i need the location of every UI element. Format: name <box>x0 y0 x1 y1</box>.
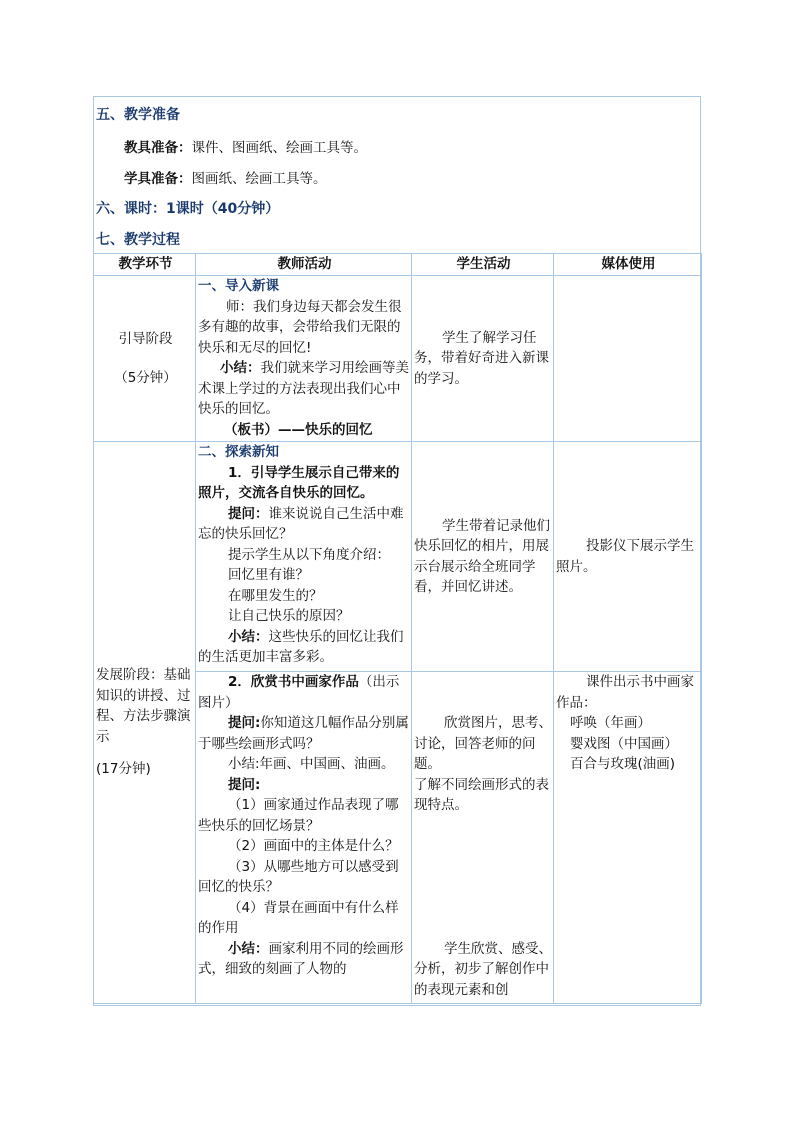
summary-text: 画家利用不同的绘画形式，细致的刻画了人物的 <box>198 940 404 977</box>
summary: 小结:年画、中国画、油画。 <box>228 756 395 772</box>
question-label: 提问: <box>228 715 261 731</box>
section-6-title: 六、课时：1课时（40分钟） <box>96 201 280 217</box>
step-1: 1．引导学生展示自己带来的照片，交流各自快乐的回忆。 <box>198 464 400 501</box>
student-prep-text: 图画纸、绘画工具等。 <box>191 171 327 187</box>
student-cell <box>412 276 554 442</box>
stage-time: （5分钟） <box>114 369 177 386</box>
header-stage: 教学环节 <box>94 254 196 276</box>
student-text: 学生欣赏、感受、分析，初步了解创作中的表现元素和创 <box>414 940 552 998</box>
teacher-heading: 二、探索新知 <box>198 444 279 460</box>
student-text: 了解不同绘画形式的表现特点。 <box>414 776 549 813</box>
stage-name: 引导阶段 <box>118 331 173 347</box>
summary-label: 小结： <box>228 940 269 957</box>
board-text: （板书）——快乐的回忆 <box>224 421 373 438</box>
hint-item: 回忆里有谁？ <box>228 567 309 583</box>
media-intro: 课件出示书中画家作品： <box>556 674 694 711</box>
stage-name: 发展阶段：基础知识的讲授、过程、方法步骤演示 <box>96 667 191 745</box>
media-work: 百合与玫瑰(油画) <box>570 756 676 772</box>
step-2-label: 2．欣赏书中画家作品 <box>228 674 359 690</box>
media-cell <box>554 442 702 672</box>
teacher-summary <box>198 358 411 420</box>
question-text: 你知道这几幅作品分别属于哪些绘画形式吗？ <box>198 715 409 752</box>
table-row <box>94 276 702 442</box>
media-cell <box>554 672 702 1004</box>
question <box>198 504 411 545</box>
hint-item: 在哪里发生的？ <box>228 587 323 604</box>
question-item: （4）背景在画面中有什么样的作用 <box>198 899 399 936</box>
hint-item: 让自己快乐的原因？ <box>228 608 350 624</box>
teacher-prep-label: 教具准备： <box>124 140 192 156</box>
question-item: （1）画家通过作品表现了哪些快乐的回忆场景？ <box>198 797 399 834</box>
teacher-cell <box>196 672 412 1004</box>
table-row <box>94 442 702 672</box>
section-7-title: 七、教学过程 <box>96 232 180 248</box>
teacher-summary <box>198 627 411 668</box>
question-item: （2）画面中的主体是什么？ <box>228 838 399 854</box>
student-text: 欣赏图片，思考、讨论，回答老师的问题。 <box>414 715 552 772</box>
media-text: 投影仪下展示学生照片。 <box>556 538 694 575</box>
question-item: （3）从哪些地方可以感受到回忆的快乐？ <box>198 858 399 895</box>
question <box>198 713 411 754</box>
student-cell <box>412 442 554 672</box>
hint: 提示学生从以下角度介绍： <box>228 546 390 563</box>
teacher-heading: 一、导入新课 <box>198 278 279 294</box>
stage-time: (17分钟) <box>96 761 151 778</box>
step-2 <box>198 672 411 713</box>
table-header-row <box>94 254 702 276</box>
stage-cell <box>94 442 196 1004</box>
teacher-line: 师：我们身边每天都会发生很多有趣的故事，会带给我们无限的快乐和无尽的回忆! <box>198 298 402 356</box>
student-prep-label: 学具准备： <box>124 171 192 187</box>
student-text: 学生了解学习任务，带着好奇进入新课的学习。 <box>414 329 549 387</box>
step-2-tail: （出示图片） <box>198 674 400 711</box>
teacher-cell <box>196 442 412 672</box>
student-text: 学生带着记录他们快乐回忆的相片，用展示台展示给全班同学看，并回忆讲述。 <box>414 517 550 595</box>
media-cell <box>554 276 702 442</box>
question-label: 提问： <box>228 505 269 522</box>
summary-label: 小结： <box>220 360 261 376</box>
media-work: 呼唤（年画） <box>570 715 651 731</box>
teacher-cell <box>196 276 412 442</box>
student-cell <box>412 672 554 1004</box>
student-prep <box>124 167 327 187</box>
summary-text: 这些快乐的回忆让我们的生活更加丰富多彩。 <box>198 628 404 665</box>
section-5-title: 五、教学准备 <box>96 107 180 123</box>
stage-cell <box>94 276 196 442</box>
summary-text: 我们就来学习用绘画等美术课上学过的方法表现出我们心中快乐的回忆。 <box>198 360 409 417</box>
header-student: 学生活动 <box>412 254 554 276</box>
summary-label: 小结： <box>228 628 269 645</box>
question-text: 谁来说说自己生活中难忘的快乐回忆？ <box>198 505 404 542</box>
header-media: 媒体使用 <box>554 254 702 276</box>
header-teacher: 教师活动 <box>196 254 412 276</box>
teacher-prep <box>124 136 367 156</box>
media-work: 婴戏图（中国画） <box>570 735 678 752</box>
question-2-label: 提问: <box>228 776 261 793</box>
teaching-process-table <box>93 253 702 1004</box>
teacher-summary <box>198 939 411 980</box>
teacher-prep-text: 课件、图画纸、绘画工具等。 <box>191 140 367 156</box>
